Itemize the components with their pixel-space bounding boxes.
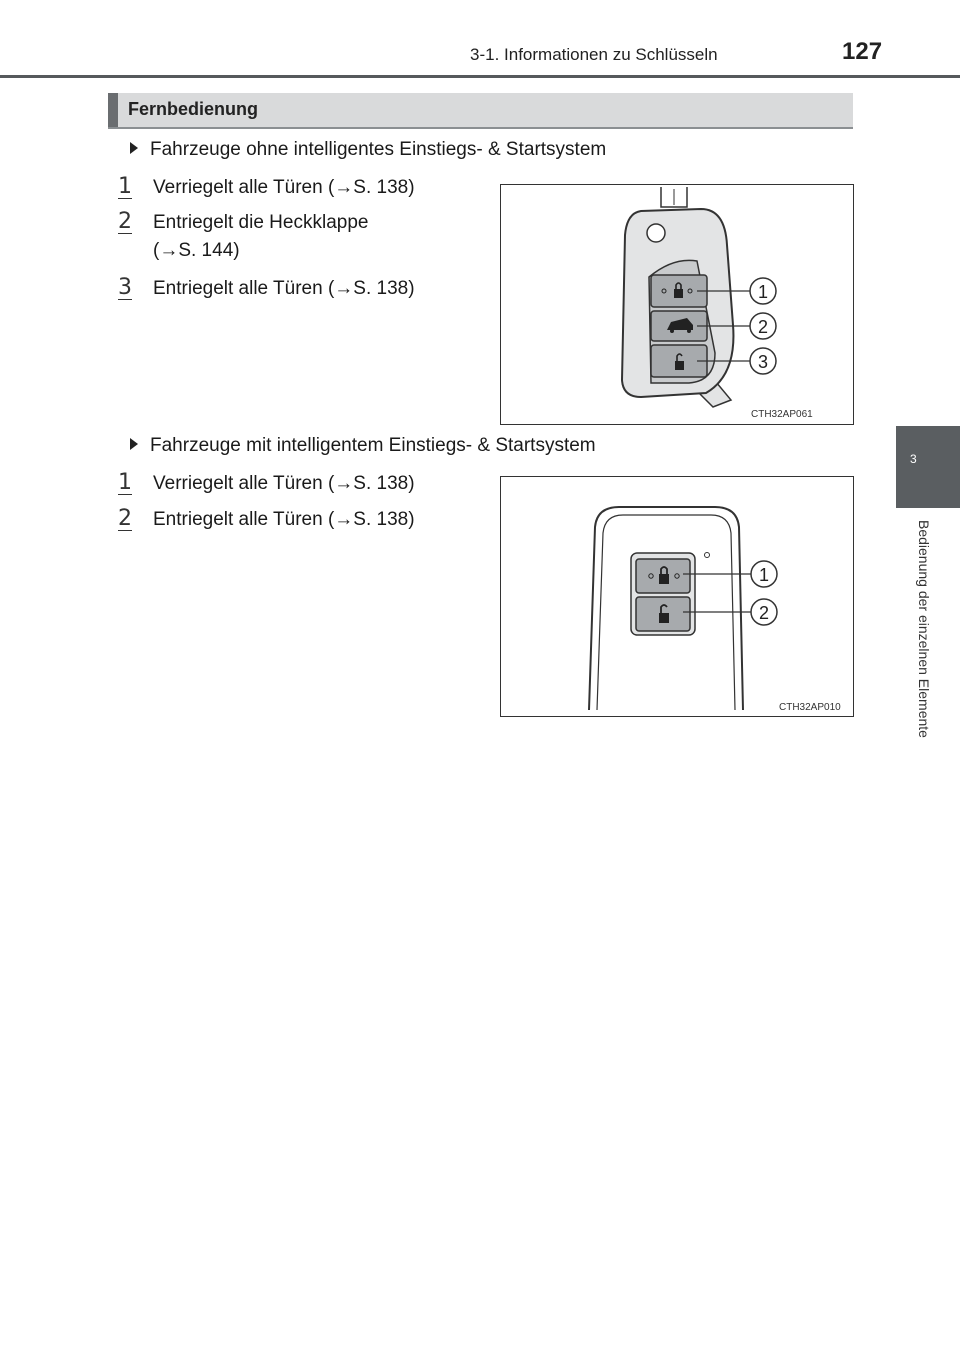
- callout-label: 2: [758, 603, 770, 623]
- item-text-continued: (→S. 144): [153, 240, 240, 261]
- callout-label: 2: [757, 317, 769, 337]
- item-text: Entriegelt die Heckklappe: [153, 212, 369, 233]
- callout-label: 1: [757, 282, 769, 302]
- section-header-bar: [108, 93, 118, 127]
- group1-heading-text: Fahrzeuge ohne intelligentes Einstiegs- & Startsystem: [150, 139, 607, 160]
- group2-heading-text: Fahrzeuge mit intelligentem Einstiegs- & Startsystem: [150, 435, 596, 456]
- item-number: 1: [118, 470, 132, 495]
- triangle-bullet-icon: [130, 438, 138, 450]
- group1-heading: [130, 139, 606, 161]
- group2-heading: [130, 435, 596, 457]
- item-text: Entriegelt alle Türen (→S. 138): [153, 509, 415, 530]
- flip-key-illustration: [501, 185, 853, 424]
- section-header: [108, 93, 853, 129]
- figure-code: CTH32AP010: [779, 702, 841, 713]
- item-number: 1: [118, 174, 132, 199]
- callout-label: 3: [757, 352, 769, 372]
- callout-label: 1: [758, 565, 770, 585]
- item-number: 3: [118, 275, 132, 300]
- section-title: Fernbedienung: [128, 99, 258, 119]
- figure-code: CTH32AP061: [751, 409, 813, 420]
- item-text: Verriegelt alle Türen (→S. 138): [153, 473, 415, 494]
- figure-smart-key: [500, 476, 854, 717]
- chapter-title-vertical: Bedienung der einzelnen Elemente: [916, 520, 932, 738]
- figure-flip-key: [500, 184, 854, 425]
- header-title: 3-1. Informationen zu Schlüsseln: [470, 45, 718, 64]
- smart-key-illustration: [501, 477, 853, 716]
- item-number: 2: [118, 506, 132, 531]
- chapter-tab: [896, 426, 960, 508]
- item-text: Entriegelt alle Türen (→S. 138): [153, 278, 415, 299]
- item-number: 2: [118, 209, 132, 234]
- page-number: 127: [842, 38, 883, 65]
- item-text: Verriegelt alle Türen (→S. 138): [153, 177, 415, 198]
- chapter-tab-number: 3: [910, 452, 917, 466]
- triangle-bullet-icon: [130, 142, 138, 154]
- header-rule: [0, 75, 960, 78]
